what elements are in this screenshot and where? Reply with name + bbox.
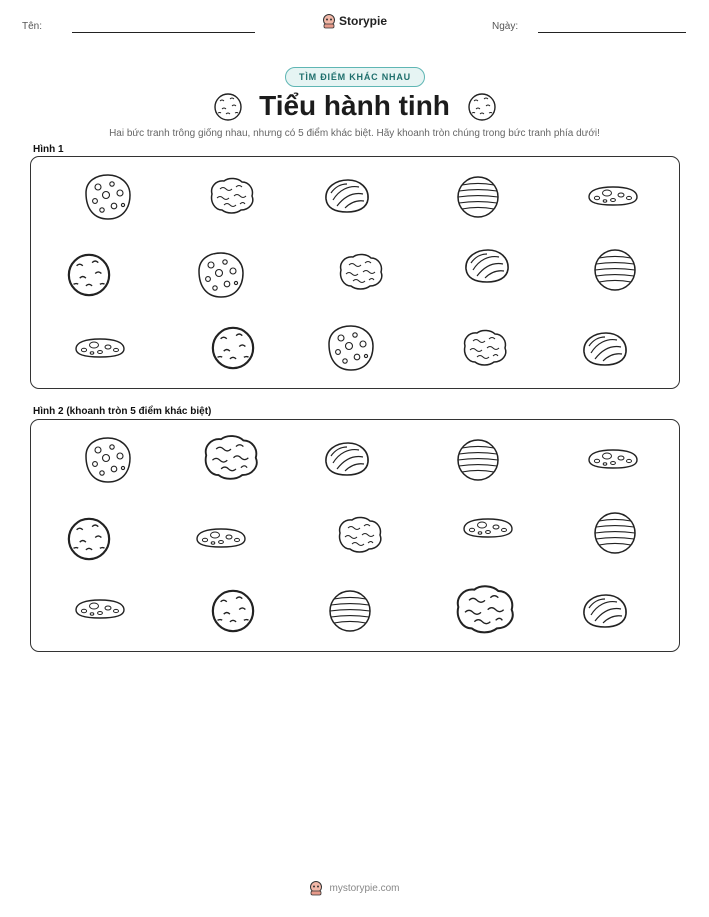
picture1-label: Hình 1	[33, 144, 64, 155]
name-field[interactable]	[72, 32, 255, 33]
striped-rock-icon[interactable]	[322, 176, 372, 216]
wavy-asteroid-icon[interactable]	[207, 176, 257, 218]
page-title: Tiểu hành tinh	[259, 90, 450, 121]
flat-asteroid-icon[interactable]	[192, 526, 250, 550]
date-field[interactable]	[538, 32, 686, 33]
cratered-asteroid-icon[interactable]	[193, 250, 249, 300]
instructions: Hai bức tranh trông giống nhau, nhưng có 5 điểm khác biệt. Hãy khoanh tròn chúng trong bức tranh phía dưới!	[109, 128, 600, 139]
striped-rock-icon[interactable]	[580, 591, 630, 631]
picture2-label: Hình 2 (khoanh tròn 5 điểm khác biệt)	[33, 406, 212, 417]
flat-asteroid-icon[interactable]	[459, 516, 517, 540]
textured-round-asteroid-icon[interactable]	[207, 323, 259, 373]
striped-rock-icon[interactable]	[580, 329, 630, 369]
cratered-asteroid-icon[interactable]	[80, 172, 136, 222]
striped-rock-icon[interactable]	[462, 246, 512, 286]
wavy-asteroid-icon[interactable]	[336, 252, 386, 294]
banded-planet-icon[interactable]	[589, 245, 641, 295]
brand-logo	[322, 13, 387, 29]
flat-asteroid-icon[interactable]	[584, 447, 642, 471]
flat-asteroid-icon[interactable]	[584, 184, 642, 208]
activity-badge: TÌM ĐIỂM KHÁC NHAU	[285, 67, 425, 87]
wavy-asteroid-icon[interactable]	[335, 515, 385, 557]
flat-asteroid-icon[interactable]	[71, 336, 129, 360]
cratered-asteroid-icon[interactable]	[323, 323, 379, 373]
footer	[0, 880, 709, 896]
flat-asteroid-icon[interactable]	[71, 597, 129, 621]
name-label: Tên:	[22, 21, 43, 32]
banded-planet-icon[interactable]	[452, 435, 504, 485]
wavy-asteroid-icon[interactable]	[460, 328, 510, 370]
textured-round-asteroid-icon[interactable]	[207, 586, 259, 636]
large-wavy-asteroid-icon[interactable]	[449, 583, 521, 639]
date-label: Ngày:	[492, 21, 519, 32]
textured-round-asteroid-icon[interactable]	[63, 250, 115, 300]
brand-name: Storypie	[339, 14, 388, 28]
banded-planet-icon[interactable]	[324, 586, 376, 636]
banded-planet-icon[interactable]	[452, 172, 504, 222]
striped-rock-icon[interactable]	[322, 439, 372, 479]
storypie-mascot-icon	[309, 880, 323, 896]
textured-round-asteroid-icon[interactable]	[63, 514, 115, 564]
title-right-asteroid-icon	[467, 93, 497, 121]
cratered-asteroid-icon[interactable]	[80, 435, 136, 485]
storypie-mascot-icon	[322, 13, 336, 29]
footer-site-link[interactable]: mystorypie.com	[329, 882, 400, 894]
title-left-asteroid-icon	[213, 93, 243, 121]
large-wavy-asteroid-icon[interactable]	[198, 433, 264, 485]
banded-planet-icon[interactable]	[589, 508, 641, 558]
